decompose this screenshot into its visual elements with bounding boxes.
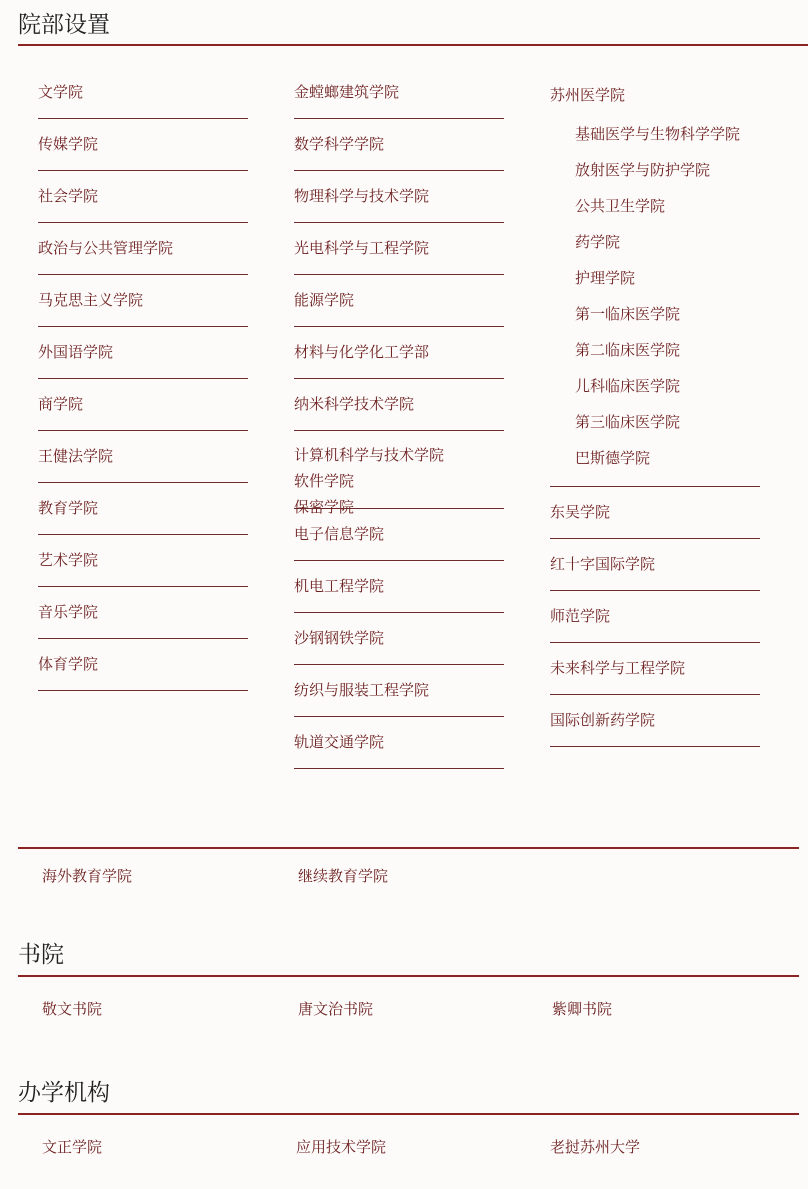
college-link[interactable]: 国际创新药学院 — [550, 695, 760, 747]
institution-link[interactable]: 老挝苏州大学 — [550, 1138, 641, 1156]
institutions-title-rule — [18, 1113, 799, 1115]
college-link[interactable]: 马克思主义学院 — [38, 275, 248, 327]
college-link[interactable]: 数学科学学院 — [294, 119, 504, 171]
extra-colleges-rule — [18, 847, 799, 849]
college-link[interactable]: 轨道交通学院 — [294, 717, 504, 769]
combined-college-entry — [294, 431, 504, 516]
medical-subcollege-link[interactable]: 第一临床医学院 — [575, 305, 681, 323]
continuing-education-college-link[interactable]: 继续教育学院 — [298, 867, 389, 885]
college-link[interactable]: 机电工程学院 — [294, 561, 504, 613]
college-link[interactable]: 教育学院 — [38, 483, 248, 535]
medical-subcollege-link[interactable]: 药学院 — [575, 233, 621, 251]
college-link[interactable]: 东吴学院 — [550, 487, 760, 539]
college-link[interactable]: 王健法学院 — [38, 431, 248, 483]
college-link[interactable]: 文学院 — [38, 67, 248, 119]
academy-link[interactable]: 唐文治书院 — [298, 1000, 374, 1018]
college-link[interactable]: 物理科学与技术学院 — [294, 171, 504, 223]
academies-title-rule — [18, 975, 799, 977]
college-column-2 — [294, 67, 504, 769]
college-link[interactable]: 社会学院 — [38, 171, 248, 223]
college-link[interactable]: 光电科学与工程学院 — [294, 223, 504, 275]
academy-link[interactable]: 紫卿书院 — [552, 1000, 613, 1018]
medical-group-divider — [550, 476, 760, 487]
medical-subcollege-link[interactable]: 第三临床医学院 — [575, 413, 681, 431]
academies-section-title: 书院 — [18, 942, 64, 968]
college-link[interactable]: 体育学院 — [38, 639, 248, 691]
medical-subcollege-link[interactable]: 基础医学与生物科学学院 — [575, 125, 741, 143]
colleges-title-rule — [18, 44, 808, 46]
college-column-3 — [550, 74, 760, 747]
college-column-1 — [38, 67, 248, 691]
institutions-section-title: 办学机构 — [18, 1080, 110, 1106]
computer-science-college-link[interactable]: 计算机科学与技术学院 — [294, 446, 445, 464]
software-college-link[interactable]: 软件学院 — [294, 472, 355, 490]
college-link[interactable]: 未来科学与工程学院 — [550, 643, 760, 695]
college-link[interactable]: 艺术学院 — [38, 535, 248, 587]
medical-subcollege-link[interactable]: 第二临床医学院 — [575, 341, 681, 359]
college-link[interactable]: 师范学院 — [550, 591, 760, 643]
institution-link[interactable]: 应用技术学院 — [296, 1138, 387, 1156]
college-link[interactable]: 纺织与服装工程学院 — [294, 665, 504, 717]
college-link[interactable]: 金螳螂建筑学院 — [294, 67, 504, 119]
college-link[interactable]: 沙钢钢铁学院 — [294, 613, 504, 665]
college-link[interactable]: 外国语学院 — [38, 327, 248, 379]
medical-subcollege-link[interactable]: 公共卫生学院 — [575, 197, 666, 215]
college-link[interactable]: 材料与化学化工学部 — [294, 327, 504, 379]
college-link[interactable]: 纳米科学技术学院 — [294, 379, 504, 431]
medical-subcollege-link[interactable]: 巴斯德学院 — [575, 449, 651, 467]
colleges-section-title: 院部设置 — [18, 12, 110, 38]
college-link[interactable]: 能源学院 — [294, 275, 504, 327]
college-link[interactable]: 红十字国际学院 — [550, 539, 760, 591]
college-link[interactable]: 电子信息学院 — [294, 509, 504, 561]
medical-subcollege-link[interactable]: 护理学院 — [575, 269, 636, 287]
academy-link[interactable]: 敬文书院 — [42, 1000, 103, 1018]
institution-link[interactable]: 文正学院 — [42, 1138, 103, 1156]
medical-subcollege-link[interactable]: 放射医学与防护学院 — [575, 161, 711, 179]
security-college-link[interactable]: 保密学院 — [294, 498, 355, 516]
college-link[interactable]: 商学院 — [38, 379, 248, 431]
college-link[interactable]: 音乐学院 — [38, 587, 248, 639]
college-link[interactable]: 传媒学院 — [38, 119, 248, 171]
medical-college-link[interactable]: 苏州医学院 — [550, 86, 626, 104]
overseas-education-college-link[interactable]: 海外教育学院 — [42, 867, 133, 885]
medical-subcollege-link[interactable]: 儿科临床医学院 — [575, 377, 681, 395]
college-link[interactable]: 政治与公共管理学院 — [38, 223, 248, 275]
